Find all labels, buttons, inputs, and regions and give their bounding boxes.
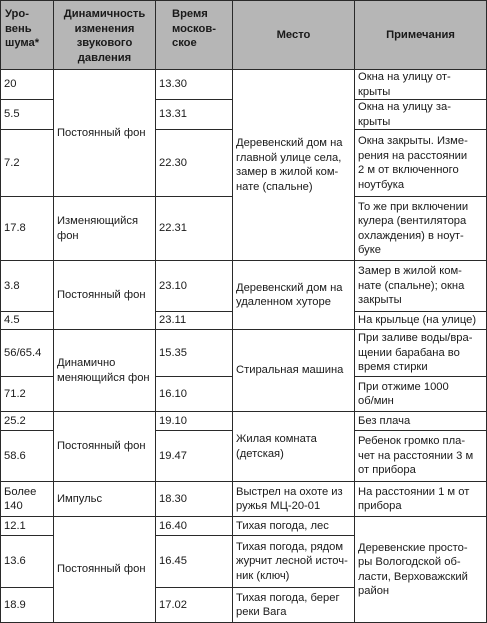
cell-level: 18.9 xyxy=(1,588,54,623)
cell-note: При заливе воды/вра- щении барабана во время стирки xyxy=(355,330,487,377)
cell-note: На крыльце (на улице) xyxy=(355,312,487,330)
cell-level: Более 140 xyxy=(1,482,54,517)
table-row xyxy=(1,412,487,431)
table-row xyxy=(1,70,487,100)
cell-level: 4.5 xyxy=(1,312,54,330)
cell-dynamics: Постоянный фон xyxy=(54,517,156,623)
cell-time: 23.10 xyxy=(156,261,233,312)
cell-dynamics: Импульс xyxy=(54,482,156,517)
cell-dynamics: Постоянный фон xyxy=(54,412,156,482)
cell-note: Окна закрыты. Изме- рения на расстоянии 2 м от включенного ноутбука xyxy=(355,130,487,197)
cell-note: Окна на улицу от- крыты xyxy=(355,70,487,100)
cell-level: 17.8 xyxy=(1,197,54,261)
cell-dynamics: Постоянный фон xyxy=(54,70,156,197)
cell-time: 19.47 xyxy=(156,431,233,482)
header-row xyxy=(1,1,487,70)
header-place: Место xyxy=(233,1,355,70)
cell-note: Замер в жилой ком- нате (спальне); окна закрыты xyxy=(355,261,487,312)
cell-place: Деревенский дом на удаленном хуторе xyxy=(233,261,355,330)
cell-time: 18.30 xyxy=(156,482,233,517)
cell-place: Стиральная машина xyxy=(233,330,355,412)
cell-time: 22.31 xyxy=(156,197,233,261)
cell-dynamics: Постоянный фон xyxy=(54,261,156,330)
cell-note: То же при включении кулера (вентилятора охлаждения) в ноут- буке xyxy=(355,197,487,261)
cell-note: Окна на улицу за- крыты xyxy=(355,100,487,130)
cell-level: 13.6 xyxy=(1,536,54,588)
cell-place: Тихая погода, лес xyxy=(233,517,355,536)
cell-note: Ребенок громко пла- чет на расстоянии 3 м от прибора xyxy=(355,431,487,482)
table-row xyxy=(1,261,487,312)
cell-note: При отжиме 1000 об/мин xyxy=(355,377,487,412)
cell-time: 16.40 xyxy=(156,517,233,536)
table-row xyxy=(1,482,487,517)
cell-dynamics: Динамично меняющийся фон xyxy=(54,330,156,412)
cell-level: 58.6 xyxy=(1,431,54,482)
header-dynamics: Динамичность изменения звукового давления xyxy=(54,1,156,70)
cell-level: 20 xyxy=(1,70,54,100)
cell-place: Деревенский дом на главной улице села, замер в жилой ком- нате (спальне) xyxy=(233,70,355,261)
cell-time: 15.35 xyxy=(156,330,233,377)
header-notes: Примечания xyxy=(355,1,487,70)
cell-time: 13.31 xyxy=(156,100,233,130)
cell-note-shared: Деревенские просто- ры Вологодской об- ласти, Верховажский район xyxy=(355,517,487,623)
cell-place: Жилая комната (детская) xyxy=(233,412,355,482)
table-row xyxy=(1,517,487,536)
cell-place: Тихая погода, рядом журчит лесной источ- ник (ключ) xyxy=(233,536,355,588)
cell-level: 56/65.4 xyxy=(1,330,54,377)
cell-place: Выстрел на охоте из ружья МЦ-20-01 xyxy=(233,482,355,517)
cell-level: 25.2 xyxy=(1,412,54,431)
cell-dynamics: Изменяющийся фон xyxy=(54,197,156,261)
table-row xyxy=(1,330,487,377)
header-noise-level: Уро- вень шума* xyxy=(1,1,54,70)
cell-level: 3.8 xyxy=(1,261,54,312)
cell-time: 23.11 xyxy=(156,312,233,330)
cell-level: 12.1 xyxy=(1,517,54,536)
cell-place: Тихая погода, берег реки Вага xyxy=(233,588,355,623)
header-time: Время москов- ское xyxy=(156,1,233,70)
cell-time: 16.45 xyxy=(156,536,233,588)
cell-note: Без плача xyxy=(355,412,487,431)
cell-time: 22.30 xyxy=(156,130,233,197)
cell-time: 13.30 xyxy=(156,70,233,100)
cell-time: 16.10 xyxy=(156,377,233,412)
cell-level: 7.2 xyxy=(1,130,54,197)
cell-level: 71.2 xyxy=(1,377,54,412)
cell-level: 5.5 xyxy=(1,100,54,130)
cell-time: 19.10 xyxy=(156,412,233,431)
cell-time: 17.02 xyxy=(156,588,233,623)
cell-note: На расстоянии 1 м от прибора xyxy=(355,482,487,517)
